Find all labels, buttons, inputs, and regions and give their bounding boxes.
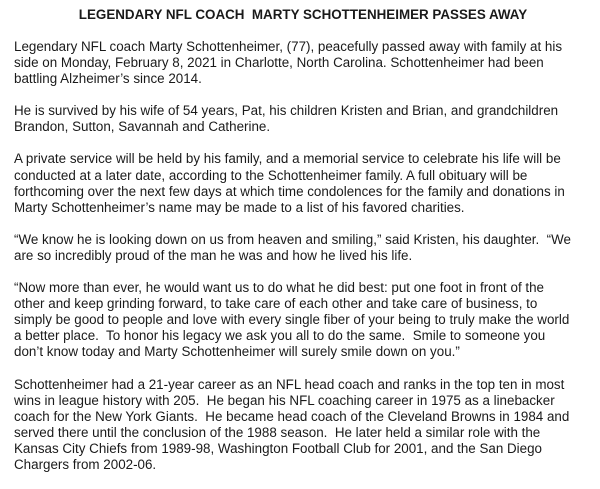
paragraph-services — [14, 151, 592, 215]
text-line: served there until the conclusion of the 1988 season. He later held a similar role with the — [14, 424, 541, 440]
text-line: Schottenheimer had a 21-year career as an NFL head coach and ranks in the top ten in most — [14, 376, 565, 392]
text-line: don’t know today and Marty Schottenheimer will surely smile down on you.” — [14, 344, 460, 360]
paragraph-career — [14, 377, 592, 474]
text-line: Kansas City Chiefs from 1989-98, Washington Football Club for 2001, and the San Diego — [14, 440, 542, 456]
text-line: Marty Schottenheimer’s name may be made to a list of his favored charities. — [14, 199, 465, 215]
statement-document — [14, 6, 592, 489]
text-line: He is survived by his wife of 54 years, Pat, his children Kristen and Brian, and grandchildren — [14, 103, 559, 119]
text-line: “Now more than ever, he would want us to do what he did best: put one foot in front of the — [14, 280, 544, 296]
text-line: are so incredibly proud of the man he was and how he lived his life. — [14, 247, 413, 263]
text-line: side on Monday, February 8, 2021 in Charlotte, North Carolina. Schottenheimer had been — [14, 55, 544, 71]
text-line: a better place. To honor his legacy we ask you all to do the same. Smile to someone you — [14, 328, 546, 344]
headline: LEGENDARY NFL COACH MARTY SCHOTTENHEIMER PASSES AWAY — [78, 7, 528, 22]
paragraph-quote-kristen — [14, 232, 592, 264]
text-line: conducted at a later date, according to the Schottenheimer family. A full obituary will be — [14, 167, 528, 183]
text-line: other and keep grinding forward, to take care of each other and take care of business, to — [14, 296, 538, 312]
text-line: wins in league history with 205. He began his NFL coaching career in 1975 as a linebacker — [14, 392, 555, 408]
text-line: battling Alzheimer’s since 2014. — [14, 71, 202, 87]
text-line: coach for the New York Giants. He became head coach of the Cleveland Browns in 1984 and — [14, 408, 570, 424]
text-line: A private service will be held by his family, and a memorial service to celebrate his life will be — [14, 151, 561, 167]
text-line: forthcoming over the next few days at which time condolences for the family and donations in — [14, 183, 565, 199]
paragraph-quote-legacy — [14, 280, 592, 360]
text-line: “We know he is looking down on us from heaven and smiling,” said Kristen, his daughter. “We — [14, 231, 571, 247]
text-line: simply be good to people and love with every single fiber of your being to truly make the world — [14, 312, 570, 328]
text-line: Legendary NFL coach Marty Schottenheimer, (77), peacefully passed away with family at his — [14, 39, 563, 54]
text-line: Chargers from 2002-06. — [14, 456, 157, 472]
paragraph-survivors — [14, 103, 592, 135]
paragraph-announcement — [14, 39, 592, 87]
text-line: Brandon, Sutton, Savannah and Catherine. — [14, 119, 271, 135]
